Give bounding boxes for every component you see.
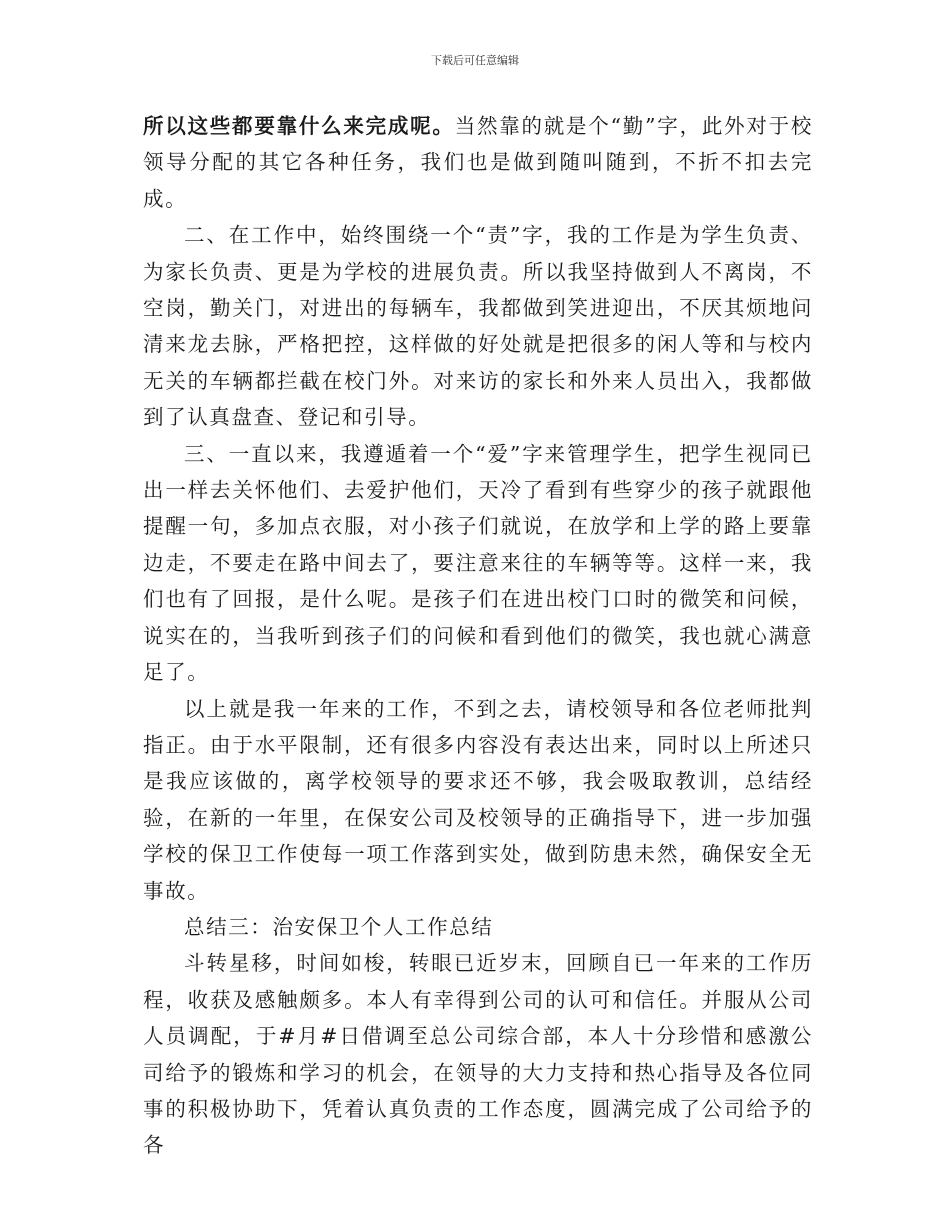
paragraph-conclusion: 以上就是我一年来的工作，不到之去，请校领导和各位老师批判指正。由于水平限制，还有很多内容没有表达出来，同时以上所述只是我应该做的，离学校领导的要求还不够，我会吸取教训，总结经验，在新的一年里，在保安公司及校领导的正确指导下，进一步加强学校的保卫工作使每一项工作落到实处，做到防患未然，确保安全无事故。 bbox=[143, 696, 813, 903]
document-body bbox=[143, 108, 813, 1164]
bold-lead-sentence: 所以这些都要靠什么来完成呢。 bbox=[143, 114, 455, 138]
section-heading: 总结三：治安保卫个人工作总结 bbox=[184, 914, 494, 939]
page-header-note: 下载后可任意编辑 bbox=[431, 54, 519, 67]
paragraph-love: 三、一直以来，我遵遁着一个“爱”字来管理学生，把学生视同已出一样去关怀他们、去爱护他们，天冷了看到有些穿少的孩子就跟他提醒一句，多加点衣服，对小孩子们就说，在放学和上学的路上要靠边走，不要走在路中间去了，要注意来往的车辆等等。这样一来，我们也有了回报，是什么呢。是孩子们在进出校门口时的微笑和问候，说实在的，当我听到孩子们的问候和看到他们的微笑，我也就心满意足了。 bbox=[143, 441, 813, 685]
paragraph-summary-three: 斗转星移，时间如梭，转眼已近岁末，回顾自已一年来的工作历程，收获及感触颇多。本人有幸得到公司的认可和信任。并服从公司人员调配，于#月#日借调至总公司综合部，本人十分珍惜和感激公司给予的锻炼和学习的机会，在领导的大力支持和热心指导及各位同事的积极协助下，凭着认真负责的工作态度，圆满完成了公司给予的各 bbox=[143, 951, 813, 1158]
paragraph-text: 当然靠的就是个“勤”字，此外对于校领导分配的其它各种任务，我们也是做到随叫随到，不折不扣去完成。 bbox=[143, 114, 813, 211]
paragraph-continuation bbox=[143, 108, 813, 217]
paragraph-responsibility: 二、在工作中，始终围绕一个“责”字，我的工作是为学生负责、为家长负责、更是为学校的进展负责。所以我坚持做到人不离岗，不空岗，勤关门，对进出的每辆车，我都做到笑进迎出，不厌其烦地问清来龙去脉，严格把控，这样做的好处就是把很多的闲人等和与校内无关的车辆都拦截在校门外。对来访的家长和外来人员出入，我都做到了认真盘查、登记和引导。 bbox=[143, 223, 813, 430]
